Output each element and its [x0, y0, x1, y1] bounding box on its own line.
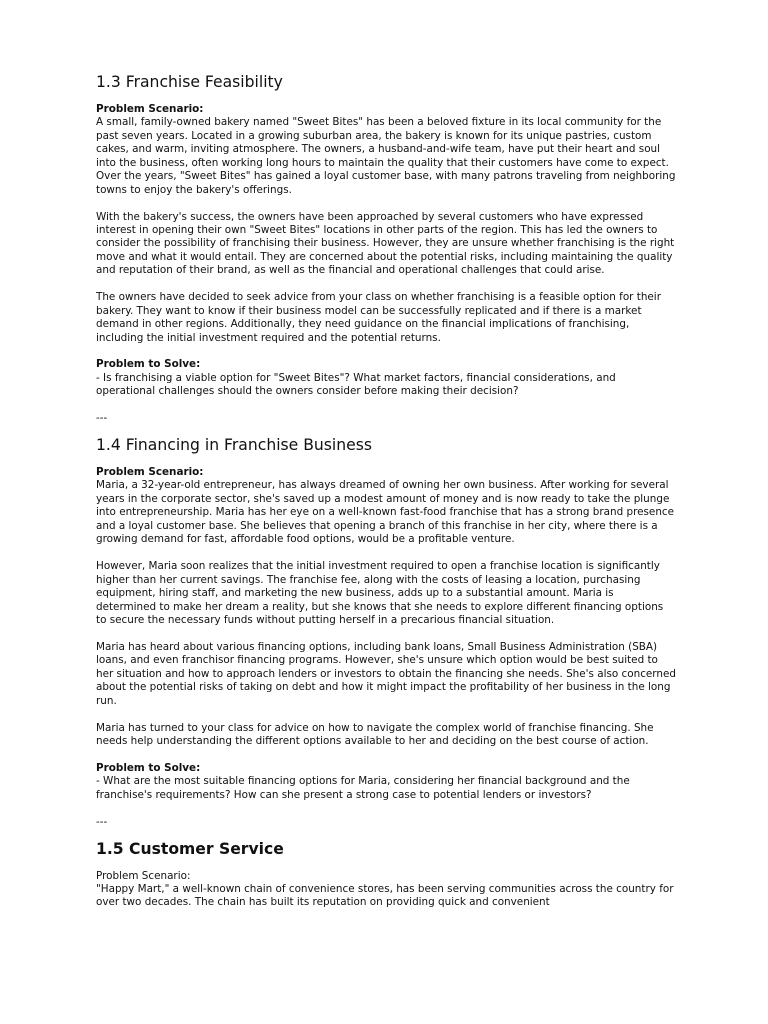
- paragraph: With the bakery's success, the owners have been approached by several customers who have expressed interest in opening their own "Sweet Bites" locations in other parts of the region. This has led the owners to consider the possibility of franchising their business. However, they are unsure whether franchising is the right move and what it would entail. They are concerned about the potential risks, including maintaining the quality and reputation of their brand, as well as the financial and operational challenges that could arise.: [96, 210, 675, 277]
- paragraph: A small, family-owned bakery named "Sweet Bites" has been a beloved fixture in its local community for the past seven years. Located in a growing suburban area, the bakery is known for its unique pastries, custom cakes, and warm, inviting atmosphere. The owners, a husband-and-wife team, have put their heart and soul into the business, often working long hours to maintain the quality that their customers have come to expect. Over the years, "Sweet Bites" has gained a loyal customer base, with many patrons traveling from neighboring towns to enjoy the bakery's offerings.: [96, 116, 676, 196]
- separator: ---: [96, 412, 108, 425]
- problem-to-solve-label: Problem to Solve:: [96, 761, 201, 774]
- paragraph: Maria, a 32-year-old entrepreneur, has always dreamed of owning her own business. After working for several years in the corporate sector, she's saved up a modest amount of money and is now ready to take the plunge into entrepreneurship. Maria has her eye on a well-known fast-food franchise that has a strong brand presence and a loyal customer base. She believes that opening a branch of this franchise in her city, where there is a growing demand for fast, affordable food options, would be a profitable venture.: [96, 479, 675, 546]
- paragraph: However, Maria soon realizes that the initial investment required to open a franchise location is significantly higher than her current savings. The franchise fee, along with the costs of leasing a location, purchasing equipment, hiring staff, and marketing the new business, adds up to a substantial amount. Maria is determined to make her dream a reality, but she knows that she needs to explore different financing options to secure the necessary funds without putting herself in a precarious financial situation.: [96, 560, 664, 626]
- problem-scenario-label: Problem Scenario:: [96, 102, 204, 115]
- problem-question: - What are the most suitable financing options for Maria, considering her financial background and the franchise's requirements? How can she present a strong case to potential lenders or investors?: [96, 775, 630, 801]
- paragraph: "Happy Mart," a well-known chain of convenience stores, has been serving communities across the country for over two decades. The chain has built its reputation on providing quick and convenient: [96, 882, 674, 909]
- paragraph: The owners have decided to seek advice from your class on whether franchising is a feasible option for their bakery. They want to know if their business model can be successfully replicated and if there is a market demand in other regions. Additionally, they need guidance on the financial implications of franchising, including the initial investment required and the potential returns.: [96, 291, 661, 344]
- paragraph: Maria has heard about various financing options, including bank loans, Small Business Administration (SBA) loans, and even franchisor financing programs. However, she's unsure which option would be best suited to her situation and how to approach lenders or investors to obtain the financing she needs. She's also concerned about the potential risks of taking on debt and how it might impact the profitability of her business in the long run.: [96, 640, 676, 707]
- separator: ---: [96, 815, 108, 828]
- section-title-customer-service: 1.5 Customer Service: [96, 839, 284, 858]
- problem-to-solve-label: Problem to Solve:: [96, 358, 201, 371]
- problem-question: - Is franchising a viable option for "Sweet Bites"? What market factors, financial considerations, and operational challenges should the owners consider before making their decision?: [96, 371, 616, 398]
- paragraph: Maria has turned to your class for advice on how to navigate the complex world of franchise financing. She needs help understanding the different options available to her and deciding on the best course of action.: [96, 721, 654, 748]
- problem-scenario-label: Problem Scenario:: [96, 869, 191, 882]
- document-page: [96, 73, 676, 910]
- section-title-financing: 1.4 Financing in Franchise Business: [96, 436, 372, 455]
- problem-scenario-label: Problem Scenario:: [96, 466, 204, 479]
- section-title-franchise-feasibility: 1.3 Franchise Feasibility: [96, 73, 283, 91]
